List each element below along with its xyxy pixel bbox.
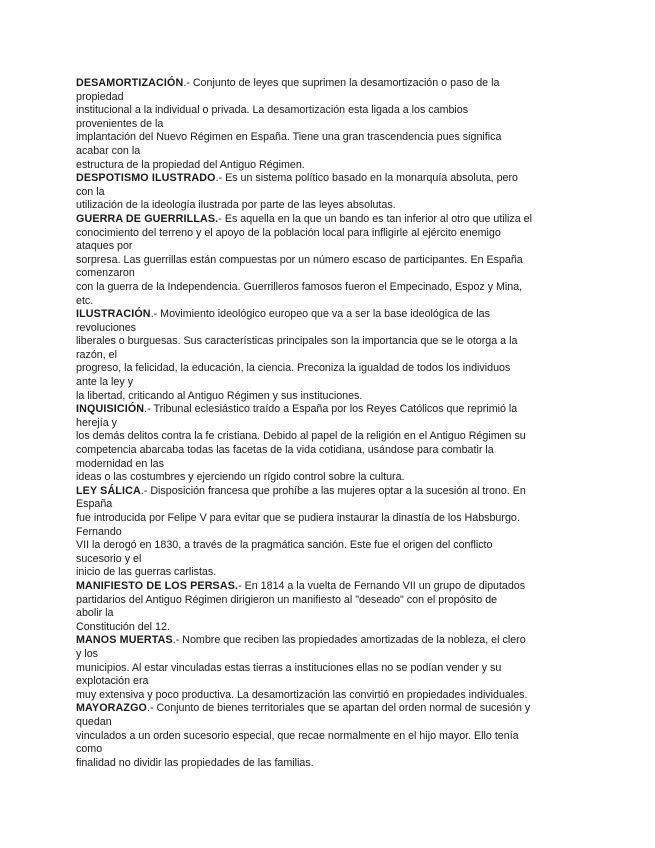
text-line — [76, 539, 582, 553]
definition-text: quedan — [76, 715, 112, 728]
definition-text: liberales o burguesas. Sus características principales son la importancia que se le otorga a la — [76, 335, 518, 348]
text-line — [76, 621, 582, 635]
glossary-term: MANOS MUERTAS — [76, 634, 173, 647]
text-line — [76, 716, 582, 730]
text-line — [76, 675, 582, 689]
definition-text: con la guerra de la Independencia. Guerrilleros famosos fueron el Empecinado, Espoz y Mina, — [76, 280, 523, 293]
definition-text: con la — [76, 185, 105, 198]
definition-text: utilización de la ideología ilustrada por parte de las leyes absolutas. — [76, 199, 396, 212]
text-line — [76, 580, 582, 594]
glossary-term: DESAMORTIZACIÓN — [76, 77, 184, 89]
definition-text: finalidad no dividir las propiedades de las familias. — [76, 756, 314, 769]
definition-text: ideas o las costumbres y ejerciendo un rígido control sobre la cultura. — [76, 471, 405, 484]
text-line — [76, 417, 582, 431]
text-line — [76, 648, 582, 662]
definition-text: estructura de la propiedad del Antiguo Régimen. — [76, 158, 305, 171]
text-line — [76, 444, 582, 458]
definition-text: .- Tribunal eclesiástico traído a España por los Reyes Católicos que reprimió la — [144, 403, 518, 416]
text-line — [76, 607, 582, 621]
text-line — [76, 199, 582, 213]
text-line — [76, 335, 582, 349]
definition-text: y los — [76, 647, 98, 660]
text-line — [76, 757, 582, 771]
glossary-entry — [76, 172, 582, 213]
glossary-entry — [76, 308, 582, 403]
definition-text: sorpresa. Las guerrillas están compuestas por un número escaso de participantes. En España — [76, 253, 523, 266]
text-line — [76, 689, 582, 703]
text-line — [76, 254, 582, 268]
definition-text: herejía y — [76, 416, 117, 429]
text-line — [76, 498, 582, 512]
definition-text: modernidad en las — [76, 457, 164, 470]
text-line — [76, 186, 582, 200]
definition-text: competencia abarcaba todas las facetas de la vida cotidiana, usándose para combatir la — [76, 444, 494, 457]
text-line — [76, 172, 582, 186]
text-line — [76, 566, 582, 580]
text-line — [76, 213, 582, 227]
definition-text: comenzaron — [76, 267, 135, 280]
glossary-term: LEY SÁLICA — [76, 484, 141, 497]
text-line — [76, 471, 582, 485]
text-line — [76, 91, 582, 105]
definition-text: muy extensiva y poco productiva. La desamortización las convirtió en propiedades individuales. — [76, 688, 528, 701]
definition-text: municipios. Al estar vinculadas estas tierras a instituciones ellas no se podían vender y su — [76, 661, 502, 674]
glossary-term: MAYORAZGO — [76, 702, 148, 715]
definition-text: partidarios del Antiguo Régimen dirigieron un manifiesto al "deseado" con el propósito de — [76, 593, 498, 606]
glossary-term: DESPOTISMO ILUSTRADO — [76, 172, 216, 185]
definition-text: explotación era — [76, 675, 149, 688]
text-line — [76, 376, 582, 390]
definition-text: inicio de las guerras carlistas. — [76, 566, 217, 579]
glossary-entry — [76, 403, 582, 485]
definition-text: - Es aquella en la que un bando es tan inferior al otro que utiliza el — [218, 212, 533, 225]
text-line — [76, 458, 582, 472]
text-line — [76, 390, 582, 404]
definition-text: como — [76, 743, 103, 756]
glossary-term: MANIFIESTO DE LOS PERSAS. — [76, 579, 239, 592]
text-line — [76, 634, 582, 648]
definition-text: VII la derogó en 1830, a través de la pragmática sanción. Este fue el origen del conflicto — [76, 539, 493, 552]
definition-text: .- Conjunto de bienes territoriales que se apartan del orden normal de sucesión y — [147, 702, 531, 715]
text-line — [76, 240, 582, 254]
glossary-entry — [76, 580, 582, 634]
text-line — [76, 526, 582, 540]
text-line — [76, 295, 582, 309]
text-line — [76, 403, 582, 417]
definition-text: - En 1814 a la vuelta de Fernando VII un grupo de diputados — [238, 579, 526, 592]
text-line — [76, 662, 582, 676]
definition-text: conocimiento del terreno y el apoyo de la población local para infligirle al ejército enemigo — [76, 226, 501, 239]
definition-text: institucional a la individual o privada. La desamortización esta ligada a los cambios — [76, 104, 469, 117]
definition-text: progreso, la felicidad, la educación, la ciencia. Preconiza la igualdad de todos los individuos — [76, 362, 511, 375]
definition-text: Constitución del 12. — [76, 620, 170, 633]
definition-text: Fernando — [76, 525, 122, 538]
text-line — [76, 281, 582, 295]
text-line — [76, 594, 582, 608]
text-line — [76, 702, 582, 716]
text-line — [76, 322, 582, 336]
glossary-document — [76, 77, 582, 770]
text-line — [76, 159, 582, 173]
definition-text: ataques por — [76, 240, 133, 253]
text-line — [76, 227, 582, 241]
definition-text: implantación del Nuevo Régimen en España. Tiene una gran trascendencia pues significa — [76, 131, 502, 144]
glossary-entry — [76, 213, 582, 308]
definition-text: etc. — [76, 294, 94, 307]
definition-text: .- Nombre que reciben las propiedades amortizadas de la nobleza, el clero — [172, 634, 526, 647]
definition-text: acabar con la — [76, 144, 141, 157]
definition-text: fue introducida por Felipe V para evitar que se pudiera instaurar la dinastía de los Habsburgo. — [76, 512, 520, 524]
definition-text: propiedad — [76, 90, 124, 103]
definition-text: .- Conjunto de leyes que suprimen la desamortización o paso de la — [183, 77, 500, 89]
text-line — [76, 104, 582, 118]
definition-text: sucesorio y el — [76, 552, 142, 565]
text-line — [76, 512, 582, 526]
text-line — [76, 308, 582, 322]
definition-text: los demás delitos contra la fe cristiana. Debido al papel de la religión en el Antiguo Régimen su — [76, 430, 526, 443]
glossary-entry — [76, 485, 582, 580]
text-line — [76, 131, 582, 145]
glossary-entry — [76, 702, 582, 770]
text-line — [76, 553, 582, 567]
definition-text: la libertad, criticando al Antiguo Régimen y sus instituciones. — [76, 389, 363, 402]
glossary-entry — [76, 77, 582, 172]
text-line — [76, 730, 582, 744]
definition-text: razón, el — [76, 348, 117, 361]
text-line — [76, 362, 582, 376]
definition-text: ante la ley y — [76, 376, 134, 389]
text-line — [76, 145, 582, 159]
text-line — [76, 267, 582, 281]
definition-text: vinculados a un orden sucesorio especial, que recae normalmente en el hijo mayor. Ello tenía — [76, 729, 519, 742]
glossary-entry — [76, 634, 582, 702]
definition-text: .- Disposición francesa que prohíbe a las mujeres optar a la sucesión al trono. En — [140, 484, 526, 497]
glossary-term: ILUSTRACIÓN — [76, 308, 151, 321]
definition-text: provenientes de la — [76, 117, 164, 130]
definition-text: .- Movimiento ideológico europeo que va a ser la base ideológica de las — [150, 308, 490, 321]
definition-text: abolir la — [76, 607, 114, 620]
text-line — [76, 118, 582, 132]
glossary-term: INQUISICIÓN — [76, 403, 145, 416]
definition-text: revoluciones — [76, 321, 137, 334]
text-line — [76, 743, 582, 757]
text-line — [76, 485, 582, 499]
definition-text: .- Es un sistema político basado en la monarquía absoluta, pero — [215, 172, 518, 185]
glossary-term: GUERRA DE GUERRILLAS. — [76, 212, 219, 225]
text-line — [76, 430, 582, 444]
text-line — [76, 349, 582, 363]
definition-text: España — [76, 498, 113, 511]
text-line — [76, 77, 582, 91]
